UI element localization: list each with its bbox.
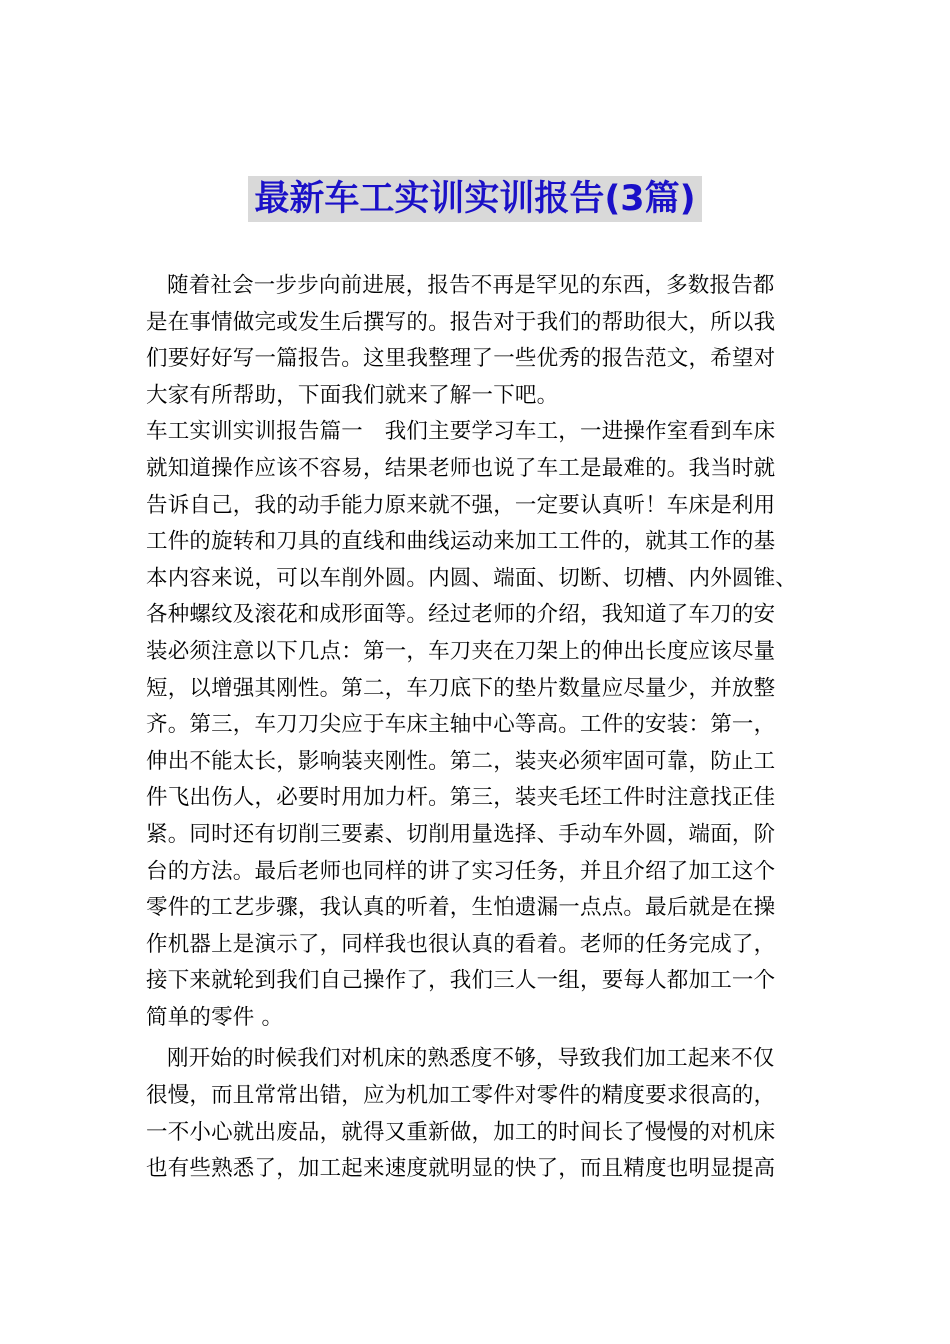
paragraph-line: 齐。第三，车刀刀尖应于车床主轴中心等高。工件的安装：第一， <box>146 712 776 738</box>
paragraph-line: 工件的旋转和刀具的直线和曲线运动来加工工件的，就其工作的基 <box>146 529 776 555</box>
document-title: 最新车工实训实训报告(3篇) <box>248 176 701 222</box>
document-body <box>146 268 826 1188</box>
paragraph-line: 本内容来说，可以车削外圆。内圆、端面、切断、切槽、内外圆锥、 <box>146 565 798 591</box>
paragraph-line: 台的方法。最后老师也同样的讲了实习任务，并且介绍了加工这个 <box>146 858 776 884</box>
paragraph-line: 大家有所帮助，下面我们就来了解一下吧。 <box>146 382 559 408</box>
paragraph-line: 车工实训实训报告篇一 我们主要学习车工，一进操作室看到车床 <box>146 419 776 445</box>
paragraph-line: 一不小心就出废品，就得又重新做，加工的时间长了慢慢的对机床 <box>146 1119 776 1145</box>
paragraph-line: 短，以增强其刚性。第二，车刀底下的垫片数量应尽量少，并放整 <box>146 675 776 701</box>
paragraph-line: 件飞出伤人，必要时用加力杆。第三，装夹毛坯工件时注意找正佳 <box>146 785 776 811</box>
paragraph-line: 们要好好写一篇报告。这里我整理了一些优秀的报告范文，希望对 <box>146 346 776 372</box>
title-container <box>0 176 950 222</box>
paragraph-line: 很慢，而且常常出错，应为机加工零件对零件的精度要求很高的， <box>146 1083 776 1109</box>
paragraph-line: 接下来就轮到我们自己操作了，我们三人一组，要每人都加工一个 <box>146 968 776 994</box>
paragraph-line: 是在事情做完或发生后撰写的。报告对于我们的帮助很大，所以我 <box>146 309 776 335</box>
paragraph-line: 各种螺纹及滚花和成形面等。经过老师的介绍，我知道了车刀的安 <box>146 602 776 628</box>
paragraph-line: 装必须注意以下几点：第一，车刀夹在刀架上的伸出长度应该尽量 <box>146 638 776 664</box>
paragraph-line: 也有些熟悉了，加工起来速度就明显的快了，而且精度也明显提高 <box>146 1156 776 1182</box>
paragraph-line: 作机器上是演示了，同样我也很认真的看着。老师的任务完成了， <box>146 931 776 957</box>
paragraph-line: 伸出不能太长，影响装夹刚性。第二，装夹必须牢固可靠，防止工 <box>146 748 776 774</box>
paragraph-line: 紧。同时还有切削三要素、切削用量选择、手动车外圆，端面，阶 <box>146 821 776 847</box>
paragraph-line: 零件的工艺步骤，我认真的听着，生怕遗漏一点点。最后就是在操 <box>146 895 776 921</box>
paragraph-line: 就知道操作应该不容易，结果老师也说了车工是最难的。我当时就 <box>146 455 776 481</box>
paragraph-line: 随着社会一步步向前进展，报告不再是罕见的东西，多数报告都 <box>167 273 775 298</box>
paragraph-line: 简单的零件 。 <box>146 1004 284 1030</box>
paragraph-line: 告诉自己，我的动手能力原来就不强，一定要认真听！车床是利用 <box>146 492 776 518</box>
paragraph-line: 刚开始的时候我们对机床的熟悉度不够，导致我们加工起来不仅 <box>167 1046 775 1072</box>
